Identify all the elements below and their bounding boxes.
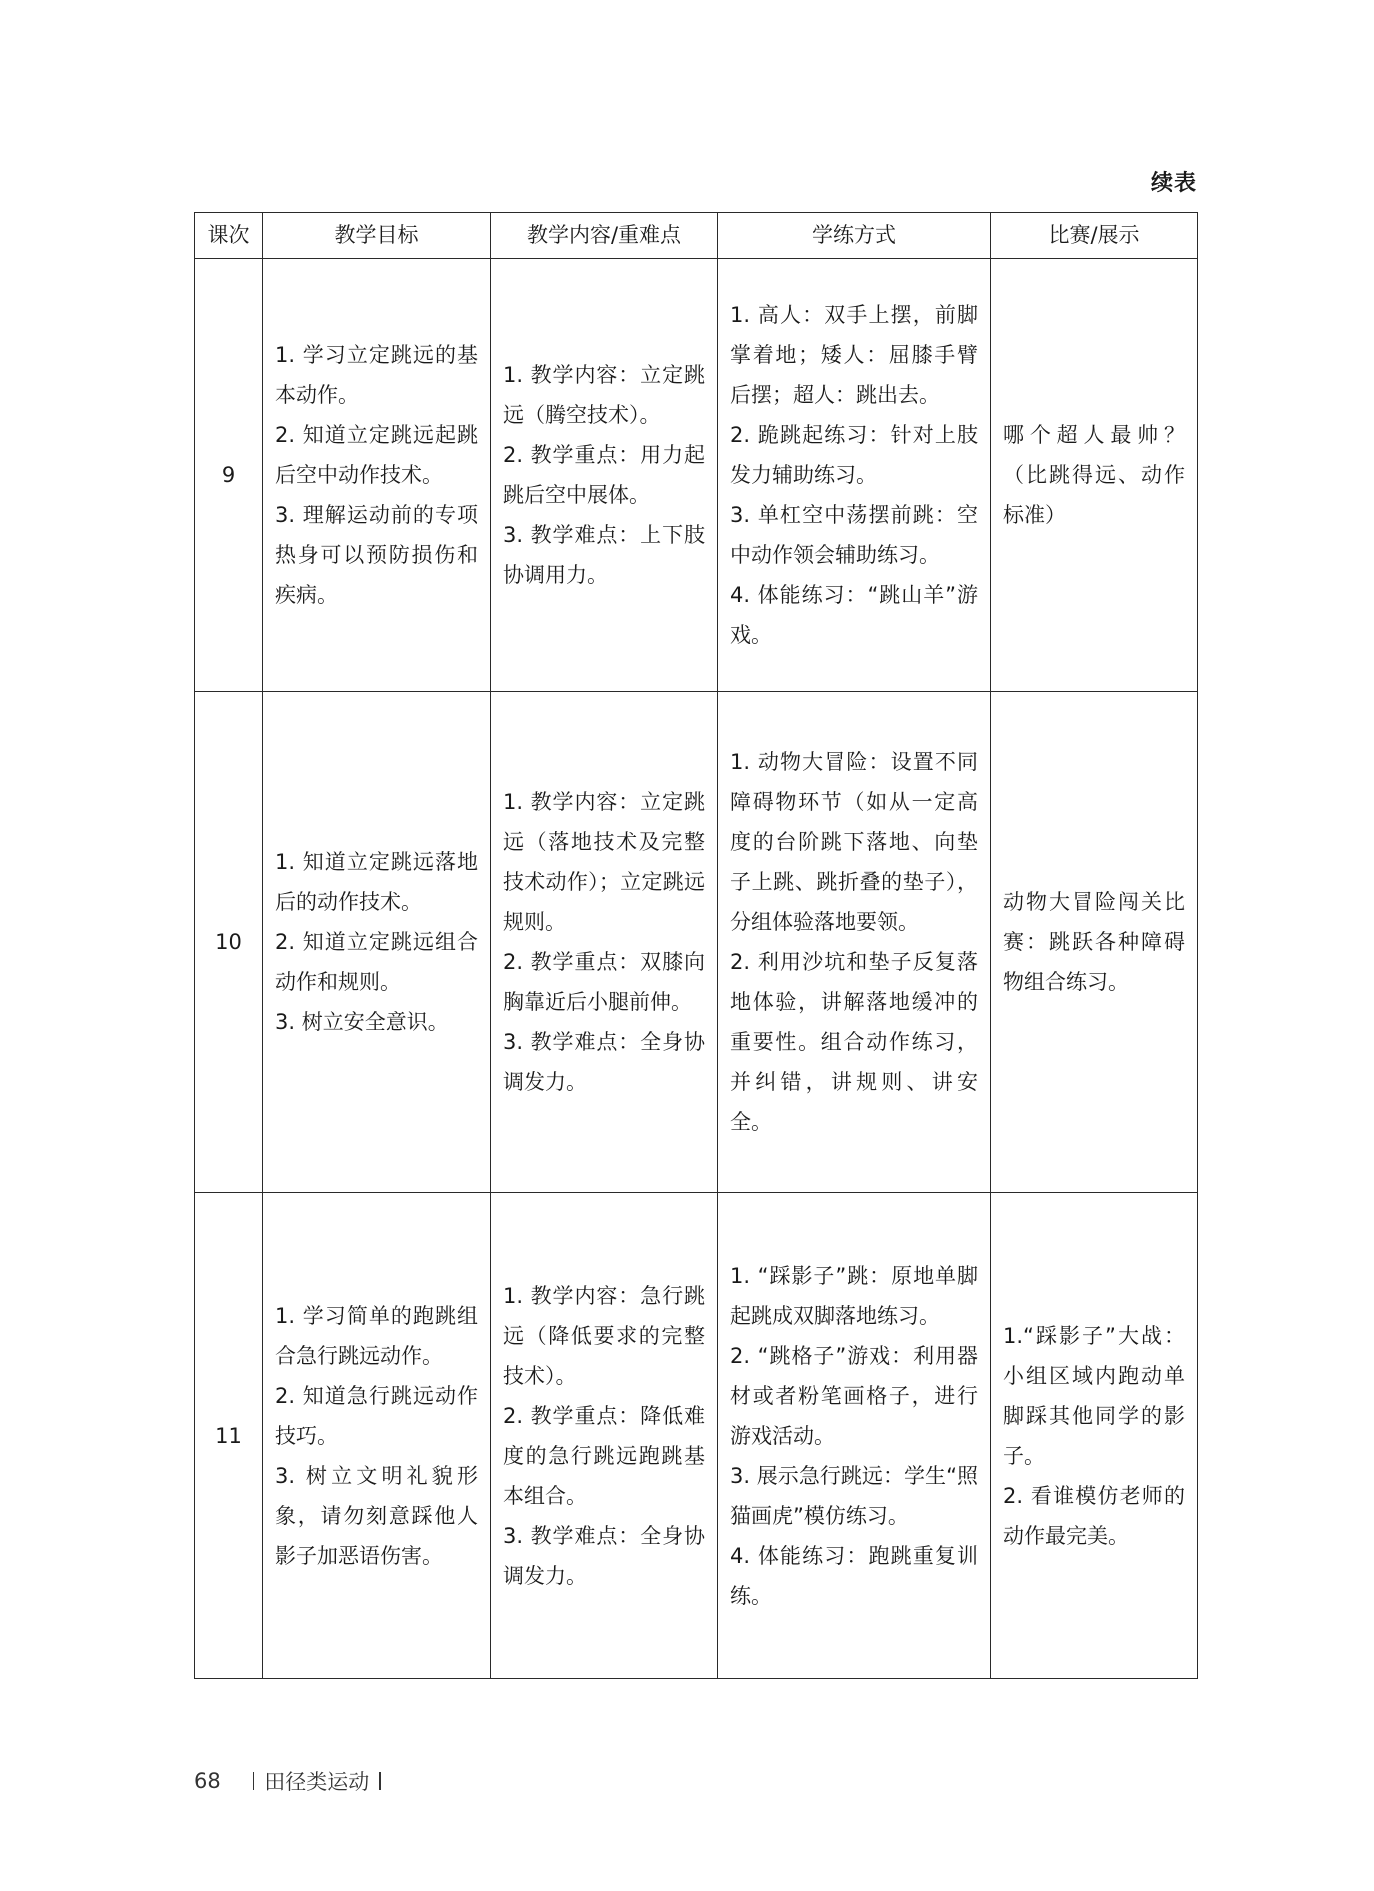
header-methods: 学练方式 (718, 213, 991, 259)
goal-item: 1. 学习立定跳远的基本动作。 (275, 343, 478, 407)
lesson-number: 9 (195, 259, 263, 692)
content-item: 1. 教学内容：立定跳远（腾空技术）。 (503, 363, 705, 427)
content-cell (491, 692, 718, 1193)
lesson-plan-table (194, 212, 1198, 1679)
separator-bar (379, 1772, 381, 1790)
competition-item: 哪个超人最帅？（比跳得远、动作标准） (1003, 423, 1185, 527)
goals-cell (263, 259, 491, 692)
content-item: 3. 教学难点：上下肢协调用力。 (503, 523, 705, 587)
method-item: 2. “跳格子”游戏：利用器材或者粉笔画格子，进行游戏活动。 (730, 1343, 978, 1448)
method-item: 4. 体能练习：“跳山羊”游戏。 (730, 583, 978, 647)
method-item: 2. 跪跳起练习：针对上肢发力辅助练习。 (730, 423, 978, 487)
content-item: 1. 教学内容：立定跳远（落地技术及完整技术动作）；立定跳远规则。 (503, 790, 705, 934)
table-row (195, 259, 1198, 692)
methods-cell (718, 1193, 991, 1679)
header-lesson: 课次 (195, 213, 263, 259)
goal-item: 1. 知道立定跳远落地后的动作技术。 (275, 850, 478, 914)
goal-item: 3. 树立安全意识。 (275, 1010, 449, 1034)
competition-item: 动物大冒险闯关比赛：跳跃各种障碍物组合练习。 (1003, 890, 1185, 994)
lesson-number: 11 (195, 1193, 263, 1679)
content-item: 2. 教学重点：用力起跳后空中展体。 (503, 443, 705, 507)
goal-item: 2. 知道立定跳远起跳后空中动作技术。 (275, 423, 478, 487)
method-item: 4. 体能练习：跑跳重复训练。 (730, 1543, 978, 1608)
competition-cell (991, 1193, 1198, 1679)
content-cell (491, 1193, 718, 1679)
methods-cell (718, 692, 991, 1193)
goal-item: 3. 理解运动前的专项热身可以预防损伤和疾病。 (275, 503, 478, 607)
goal-item: 2. 知道立定跳远组合动作和规则。 (275, 930, 478, 994)
method-item: 1. “踩影子”跳：原地单脚起跳成双脚落地练习。 (730, 1263, 978, 1328)
header-content: 教学内容/重难点 (491, 213, 718, 259)
methods-cell (718, 259, 991, 692)
separator-bar (253, 1772, 255, 1790)
goals-cell (263, 1193, 491, 1679)
competition-item: 1.“踩影子”大战：小组区域内跑动单脚踩其他同学的影子。 (1003, 1323, 1185, 1468)
section-title: 田径类运动 (264, 1770, 370, 1794)
table-row (195, 1193, 1198, 1679)
content-item: 1. 教学内容：急行跳远（降低要求的完整技术）。 (503, 1283, 705, 1388)
page-footer (194, 1766, 391, 1796)
method-item: 1. 高人：双手上摆，前脚掌着地；矮人：屈膝手臂后摆；超人：跳出去。 (730, 303, 978, 407)
header-competition: 比赛/展示 (991, 213, 1198, 259)
content-item: 2. 教学重点：双膝向胸靠近后小腿前伸。 (503, 950, 705, 1014)
competition-cell (991, 692, 1198, 1193)
table-header-row (195, 213, 1198, 259)
method-item: 1. 动物大冒险：设置不同障碍物环节（如从一定高度的台阶跳下落地、向垫子上跳、跳折叠的垫子），分组体验落地要领。 (730, 750, 978, 934)
goal-item: 2. 知道急行跳远动作技巧。 (275, 1383, 478, 1448)
header-goals: 教学目标 (263, 213, 491, 259)
method-item: 2. 利用沙坑和垫子反复落地体验，讲解落地缓冲的重要性。组合动作练习，并纠错，讲规则、讲安全。 (730, 950, 978, 1134)
method-item: 3. 展示急行跳远：学生“照猫画虎”模仿练习。 (730, 1463, 978, 1528)
continued-label: 续表 (1150, 171, 1197, 196)
goal-item: 3. 树立文明礼貌形象，请勿刻意踩他人影子加恶语伤害。 (275, 1463, 478, 1568)
method-item: 3. 单杠空中荡摆前跳：空中动作领会辅助练习。 (730, 503, 978, 567)
lesson-number: 10 (195, 692, 263, 1193)
page-number: 68 (194, 1769, 221, 1793)
table-row (195, 692, 1198, 1193)
content-item: 3. 教学难点：全身协调发力。 (503, 1523, 705, 1588)
content-item: 2. 教学重点：降低难度的急行跳远跑跳基本组合。 (503, 1403, 705, 1508)
competition-cell (991, 259, 1198, 692)
goals-cell (263, 692, 491, 1193)
content-item: 3. 教学难点：全身协调发力。 (503, 1030, 705, 1094)
content-cell (491, 259, 718, 692)
goal-item: 1. 学习简单的跑跳组合急行跳远动作。 (275, 1303, 478, 1368)
competition-item: 2. 看谁模仿老师的动作最完美。 (1003, 1483, 1185, 1548)
